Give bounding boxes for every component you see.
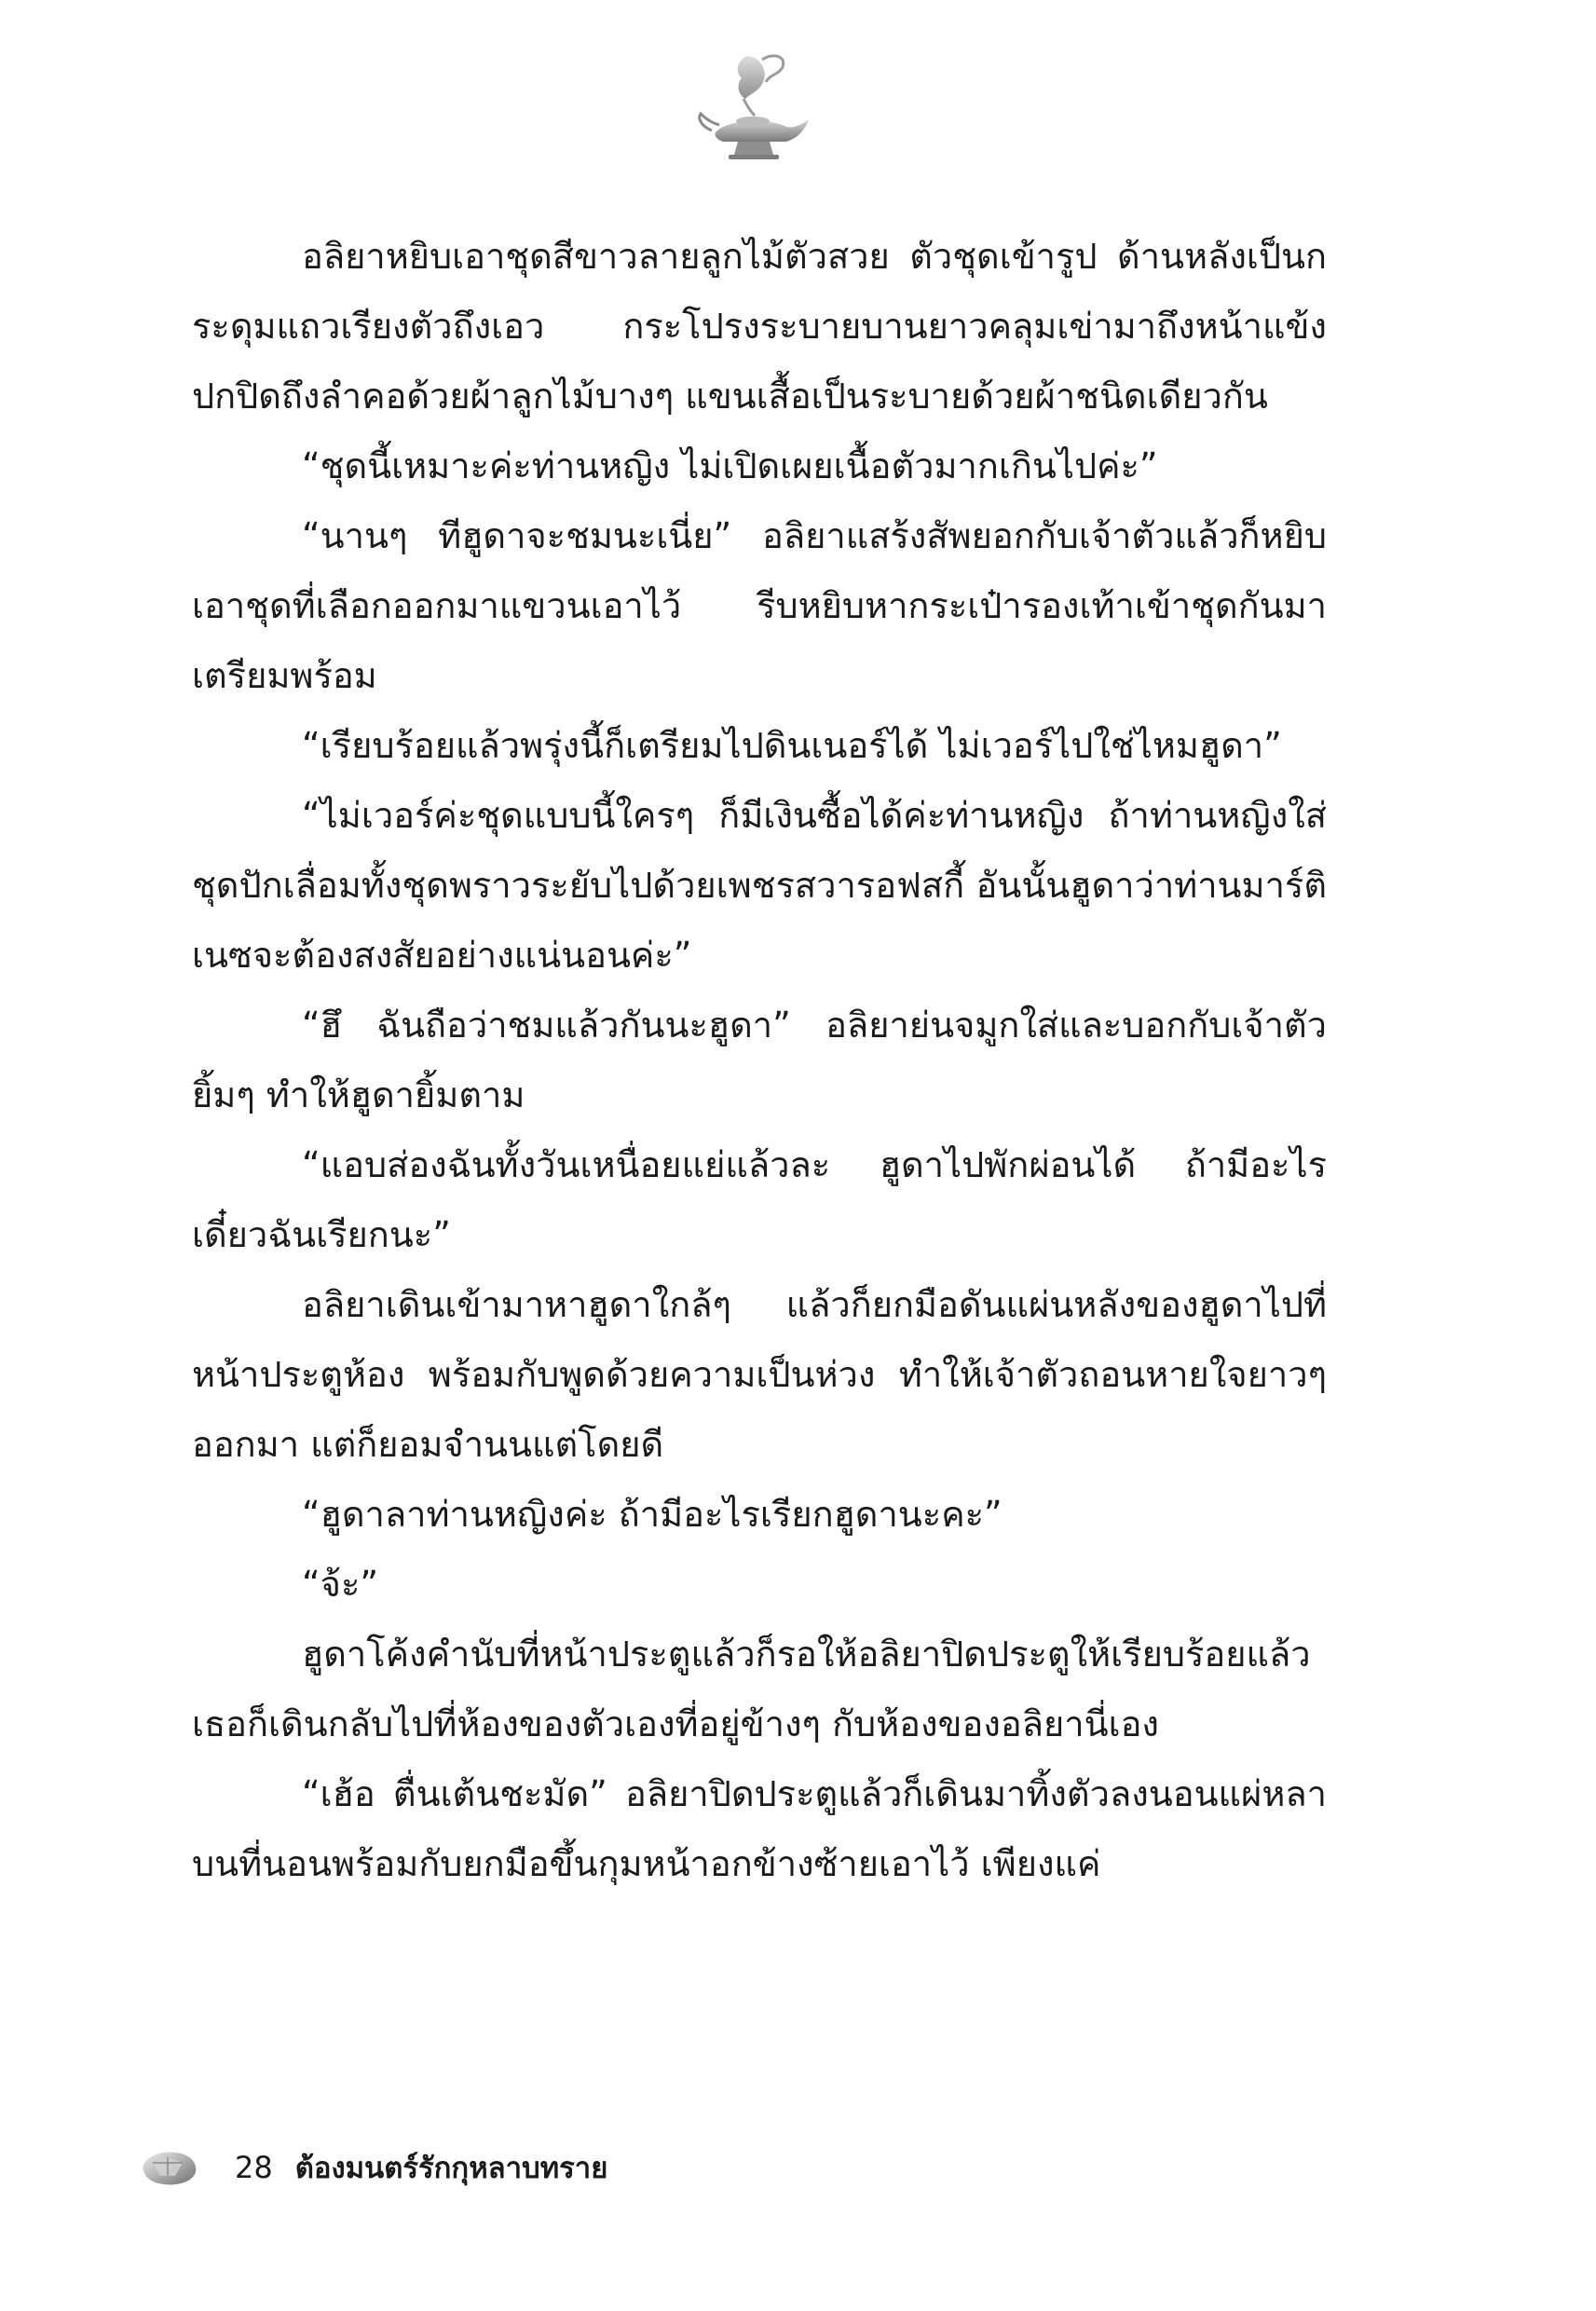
paragraph: “เฮ้อ ตื่นเต้นชะมัด” อลิยาปิดประตูแล้วก็เดินมาทิ้งตัวลงนอนแผ่หลาบนที่นอนพร้อมกับยกมือขึ้นกุมหน้าอกข้างซ้ายเอาไว้ เพียงแค่: [192, 1773, 1327, 1884]
genie-lamp-icon: [689, 47, 820, 168]
page-number: 28: [235, 2150, 273, 2185]
paragraph: “ชุดนี้เหมาะค่ะท่านหญิง ไม่เปิดเผยเนื้อตัวมากเกินไปค่ะ”: [302, 445, 1158, 486]
paragraph: “ไม่เวอร์ค่ะชุดแบบนี้ใครๆ ก็มีเงินซื้อได้ค่ะท่านหญิง ถ้าท่านหญิงใส่ชุดปักเลื่อมทั้งชุดพราวระยับไปด้วยเพชรสวารอฟสกี้ อันนั้นฮูดาว่าท่านมาร์ติเนซจะต้องสงสัยอย่างแน่นอนค่ะ”: [192, 795, 1327, 976]
paragraph: อลิยาเดินเข้ามาหาฮูดาใกล้ๆ แล้วก็ยกมือดันแผ่นหลังของฮูดาไปที่หน้าประตูห้อง พร้อมกับพูดด้วยความเป็นห่วง ทำให้เจ้าตัวถอนหายใจยาวๆ ออกมา แต่ก็ยอมจำนนแต่โดยดี: [192, 1284, 1327, 1465]
page-footer: [140, 2140, 607, 2195]
paragraph: ฮูดาโค้งคำนับที่หน้าประตูแล้วก็รอให้อลิยาปิดประตูให้เรียบร้อยแล้วเธอก็เดินกลับไปที่ห้องของตัวเองที่อยู่ข้างๆ กับห้องของอลิยานี่เอง: [192, 1634, 1311, 1744]
paragraph: “ฮึ ฉันถือว่าชมแล้วกันนะฮูดา” อลิยาย่นจมูกใส่และบอกกับเจ้าตัวยิ้มๆ ทำให้ฮูดายิ้มตาม: [192, 1005, 1327, 1115]
paragraph: “เรียบร้อยแล้วพรุ่งนี้ก็เตรียมไปดินเนอร์ได้ ไม่เวอร์ไปใช่ไหมฮูดา”: [302, 725, 1282, 766]
body-text: [192, 222, 1327, 1899]
paragraph: “แอบส่องฉันทั้งวันเหนื่อยแย่แล้วละ ฮูดาไปพักผ่อนได้ ถ้ามีอะไรเดี๋ยวฉันเรียกนะ”: [192, 1144, 1327, 1255]
gem-icon: [140, 2146, 199, 2189]
paragraph: อลิยาหยิบเอาชุดสีขาวลายลูกไม้ตัวสวย ตัวชุดเข้ารูป ด้านหลังเป็นกระดุมแถวเรียงตัวถึงเอว กระโปรงระบายบานยาวคลุมเข่ามาถึงหน้าแข้ง ปกปิดถึงลำคอด้วยผ้าลูกไม้บางๆ แขนเสื้อเป็นระบายด้วยผ้าชนิดเดียวกัน: [192, 236, 1327, 417]
paragraph: “นานๆ ทีฮูดาจะชมนะเนี่ย” อลิยาแสร้งสัพยอกกับเจ้าตัวแล้วก็หยิบเอาชุดที่เลือกออกมาแขวนเอาไว้ รีบหยิบหากระเป๋ารองเท้าเข้าชุดกันมาเตรียมพร้อม: [192, 515, 1327, 696]
book-title: ต้องมนตร์รักกุหลาบทราย: [294, 2152, 608, 2185]
paragraph: “จ้ะ”: [302, 1564, 379, 1605]
paragraph: “ฮูดาลาท่านหญิงค่ะ ถ้ามีอะไรเรียกฮูดานะคะ”: [302, 1494, 1003, 1535]
